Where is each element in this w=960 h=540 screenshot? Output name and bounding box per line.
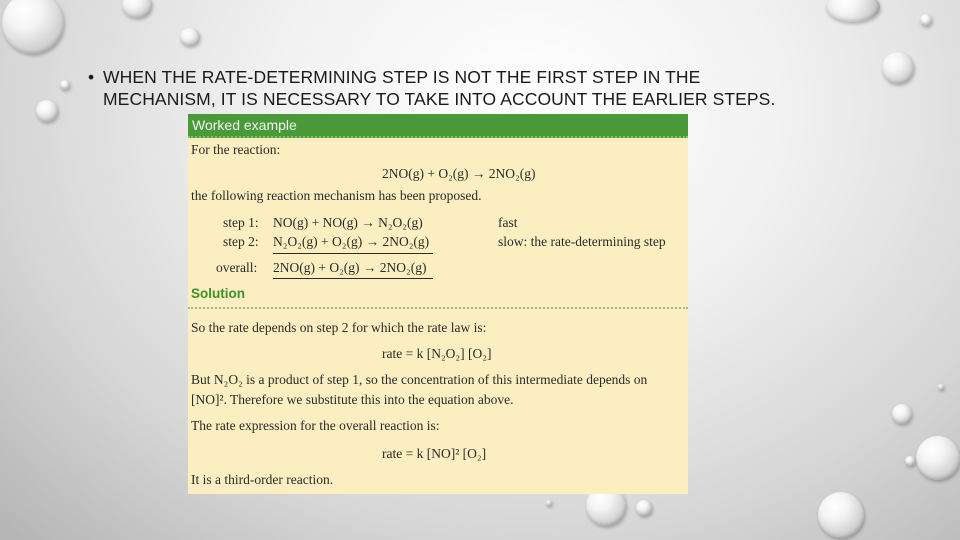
water-droplet — [180, 28, 200, 46]
solution-divider — [188, 307, 688, 309]
solution-line-2: But N₂O₂ is a product of step 1, so the concentration of this intermediate depends on — [191, 372, 648, 387]
water-droplet — [938, 384, 944, 390]
solution-line-1: So the rate depends on step 2 for which the rate law is: — [191, 320, 487, 335]
overall-equation: 2NO(g) + O₂(g) → 2NO₂(g) — [382, 166, 536, 181]
solution-line-5: It is a third-order reaction. — [191, 472, 334, 487]
sum-underline — [273, 253, 433, 254]
water-droplet — [636, 500, 652, 516]
solution-line-4: The rate expression for the overall reaction is: — [191, 418, 440, 433]
overall-label: overall: — [216, 260, 258, 275]
step2-label: step 2: — [223, 234, 259, 249]
step1-label: step 1: — [223, 215, 259, 230]
water-droplet — [2, 0, 64, 54]
mechanism-intro-text: the following reaction mechanism has been proposed. — [191, 188, 482, 203]
bullet-line-1: WHEN THE RATE-DETERMINING STEP IS NOT THE FIRST STEP IN THE — [103, 67, 701, 87]
step1-equation: NO(g) + NO(g) → N₂O₂(g) — [273, 215, 423, 230]
water-droplet — [920, 14, 932, 26]
for-reaction-text: For the reaction: — [191, 142, 281, 157]
water-droplet — [36, 100, 58, 122]
water-droplet — [122, 0, 152, 18]
bullet-line-2: MECHANISM, IT IS NECESSARY TO TAKE INTO ACCOUNT THE EARLIER STEPS. — [103, 89, 776, 109]
solution-title: Solution — [191, 286, 245, 301]
bullet-point — [88, 66, 888, 110]
step1-rate: fast — [498, 215, 518, 230]
water-droplet — [892, 404, 912, 424]
rate-law-2: rate = k [NO]² [O₂] — [382, 446, 487, 461]
rate-law-1: rate = k [N₂O₂] [O₂] — [382, 346, 492, 361]
step2-rate: slow: the rate-determining step — [498, 234, 666, 249]
step2-equation: N₂O₂(g) + O₂(g) → 2NO₂(g) — [273, 234, 430, 249]
bullet-symbol: • — [88, 67, 95, 87]
water-droplet — [905, 456, 915, 466]
solution-line-3: [NO]². Therefore we substitute this into the equation above. — [191, 392, 514, 407]
overall-mechanism-equation: 2NO(g) + O₂(g) → 2NO₂(g) — [273, 260, 427, 275]
water-droplet — [60, 80, 70, 90]
panel-header: Worked example — [188, 114, 688, 138]
water-droplet — [826, 0, 880, 22]
worked-example-panel — [188, 114, 688, 494]
water-droplet — [818, 492, 864, 538]
water-droplet — [546, 500, 552, 506]
overall-underline — [273, 278, 433, 279]
water-droplet — [916, 436, 960, 480]
